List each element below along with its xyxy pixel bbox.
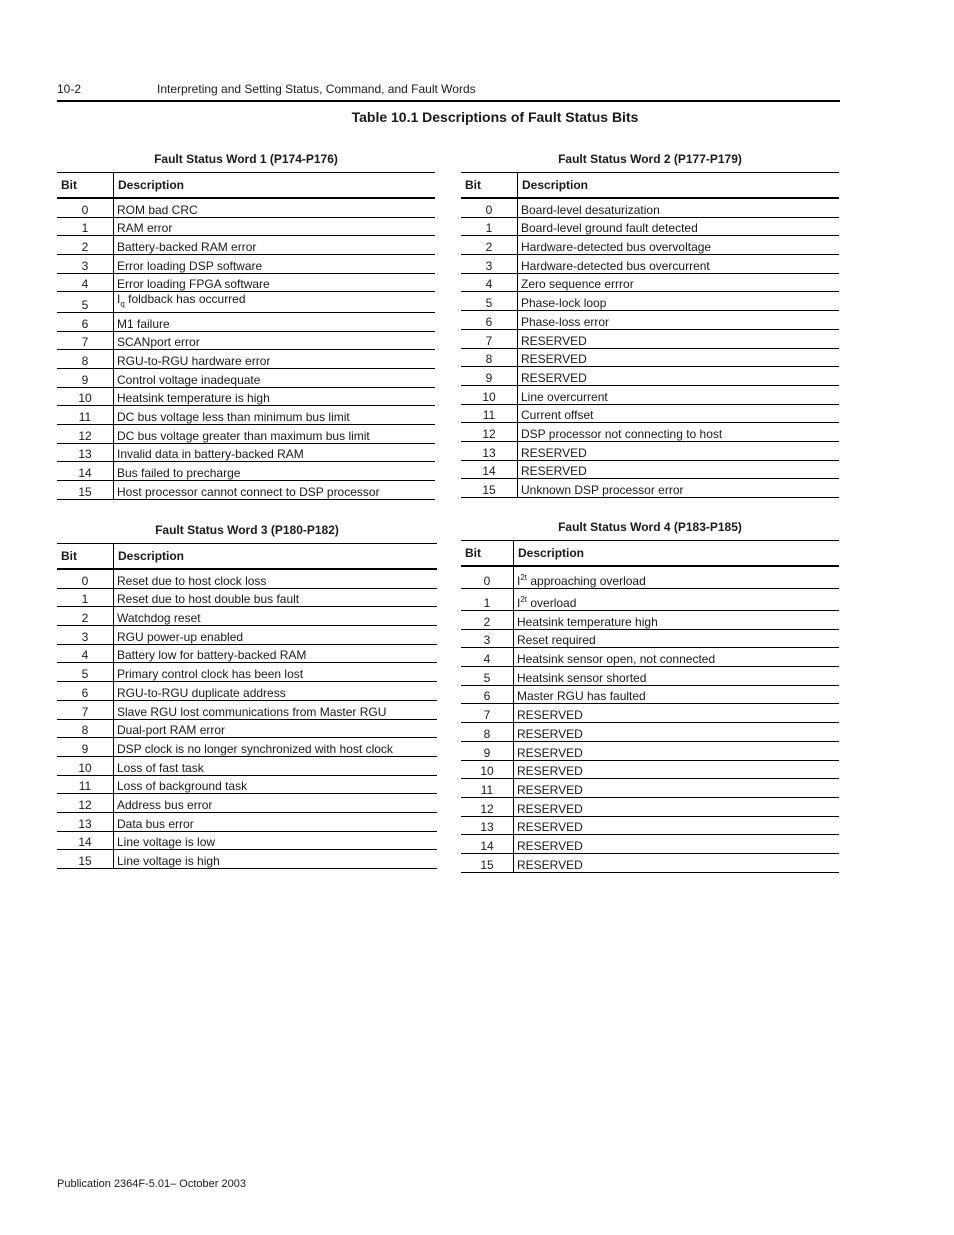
bit-number: 15 <box>461 853 514 872</box>
table-row <box>461 348 839 367</box>
bit-number: 9 <box>461 367 518 386</box>
bit-number: 2 <box>461 611 514 630</box>
table-row <box>57 812 437 831</box>
bit-description: DC bus voltage greater than maximum bus limit <box>114 424 436 443</box>
table-row <box>461 589 839 611</box>
table-row <box>57 331 435 350</box>
bit-number: 8 <box>461 723 514 742</box>
table-row <box>461 311 839 330</box>
bit-number: 9 <box>57 368 114 387</box>
table-row <box>461 385 839 404</box>
bit-description: RESERVED <box>514 704 840 723</box>
bit-description: RESERVED <box>514 760 840 779</box>
bit-number: 6 <box>461 311 518 330</box>
bit-number: 7 <box>57 331 114 350</box>
table-row <box>461 835 839 854</box>
fault-status-word-3-table <box>57 523 437 869</box>
table-row <box>461 217 839 236</box>
bit-number: 8 <box>57 350 114 369</box>
table-row <box>57 198 435 217</box>
bit-description: Loss of fast task <box>114 756 438 775</box>
bit-number: 11 <box>461 404 518 423</box>
fault-status-word-1-table <box>57 152 435 500</box>
bit-description: Heatsink temperature is high <box>114 387 436 406</box>
bit-description: Loss of background task <box>114 775 438 794</box>
bit-description: Heatsink sensor open, not connected <box>514 648 840 667</box>
bit-number: 11 <box>57 775 114 794</box>
bit-number: 2 <box>57 607 114 626</box>
bit-description: RESERVED <box>514 779 840 798</box>
bit-description: RESERVED <box>518 460 840 479</box>
bit-number: 11 <box>57 406 114 425</box>
table-row <box>57 387 435 406</box>
bit-description <box>514 589 840 611</box>
bit-number: 15 <box>461 479 518 498</box>
table-row <box>57 588 437 607</box>
bit-number: 5 <box>461 667 514 686</box>
column-header-description: Description <box>114 173 436 199</box>
bit-description: Host processor cannot connect to DSP processor <box>114 481 436 500</box>
table-row <box>57 738 437 757</box>
table-row <box>57 292 435 312</box>
bit-description: Line overcurrent <box>518 385 840 404</box>
bit-description: RAM error <box>114 217 436 236</box>
bit-description: RGU power-up enabled <box>114 626 438 645</box>
table-row <box>461 723 839 742</box>
bit-number: 4 <box>57 273 114 292</box>
bit-description: Heatsink sensor shorted <box>514 667 840 686</box>
description-superscript: 2t <box>520 595 528 604</box>
bit-number: 12 <box>57 424 114 443</box>
bit-number: 7 <box>461 329 518 348</box>
table-row <box>461 667 839 686</box>
bit-description: Error loading DSP software <box>114 255 436 274</box>
column-header-description: Description <box>514 541 840 567</box>
bit-description: RESERVED <box>518 329 840 348</box>
fault-bits-table <box>461 540 839 873</box>
table-row <box>461 198 839 217</box>
table-row <box>57 312 435 331</box>
bit-number: 4 <box>461 273 518 292</box>
bit-description: RESERVED <box>514 853 840 872</box>
table-row <box>461 329 839 348</box>
bit-description: RESERVED <box>518 367 840 386</box>
bit-description: DC bus voltage less than minimum bus limit <box>114 406 436 425</box>
table-row <box>461 441 839 460</box>
bit-description: Zero sequence errror <box>518 273 840 292</box>
bit-description: Phase-loss error <box>518 311 840 330</box>
table-row <box>57 794 437 813</box>
page-number: 10-2 <box>57 82 82 96</box>
table-row <box>461 255 839 274</box>
fault-status-word-4-table <box>461 520 839 873</box>
bit-description: Phase-lock loop <box>518 292 840 311</box>
table-row <box>57 607 437 626</box>
bit-number: 14 <box>57 462 114 481</box>
table-row <box>57 700 437 719</box>
table-caption: Fault Status Word 2 (P177-P179) <box>558 152 742 166</box>
column-header-description: Description <box>114 544 438 570</box>
fault-bits-table <box>57 543 437 869</box>
bit-description: RESERVED <box>518 441 840 460</box>
page-header <box>57 80 840 102</box>
bit-description <box>514 566 840 589</box>
table-row <box>57 682 437 701</box>
table-row <box>461 816 839 835</box>
bit-description: Reset required <box>514 629 840 648</box>
table-row <box>57 569 437 588</box>
bit-description: SCANport error <box>114 331 436 350</box>
bit-number: 1 <box>461 217 518 236</box>
bit-description: RESERVED <box>514 723 840 742</box>
bit-number: 12 <box>461 423 518 442</box>
bit-description: Hardware-detected bus overcurrent <box>518 255 840 274</box>
table-row <box>57 217 435 236</box>
bit-description: Battery low for battery-backed RAM <box>114 644 438 663</box>
bit-number: 3 <box>461 255 518 274</box>
bit-description: Hardware-detected bus overvoltage <box>518 236 840 255</box>
bit-number: 1 <box>57 217 114 236</box>
table-row <box>57 663 437 682</box>
bit-description: RESERVED <box>518 348 840 367</box>
table-row <box>57 255 435 274</box>
bit-number: 0 <box>57 198 114 217</box>
table-row <box>57 406 435 425</box>
bit-description: Battery-backed RAM error <box>114 236 436 255</box>
bit-number: 6 <box>461 685 514 704</box>
bit-number: 3 <box>461 629 514 648</box>
bit-description: Address bus error <box>114 794 438 813</box>
bit-number: 8 <box>57 719 114 738</box>
bit-description: Slave RGU lost communications from Master RGU <box>114 700 438 719</box>
table-row <box>461 704 839 723</box>
bit-description: Bus failed to precharge <box>114 462 436 481</box>
bit-description: Error loading FPGA software <box>114 273 436 292</box>
table-row <box>461 367 839 386</box>
table-row <box>57 273 435 292</box>
bit-number: 2 <box>461 236 518 255</box>
table-row <box>461 566 839 589</box>
table-row <box>461 292 839 311</box>
bit-number: 11 <box>461 779 514 798</box>
bit-number: 15 <box>57 850 114 869</box>
table-row <box>57 719 437 738</box>
bit-description: Watchdog reset <box>114 607 438 626</box>
bit-number: 6 <box>57 682 114 701</box>
bit-description: Line voltage is low <box>114 831 438 850</box>
bit-description: Reset due to host double bus fault <box>114 588 438 607</box>
table-row <box>461 629 839 648</box>
description-symbol: I <box>517 596 521 610</box>
bit-description: Board-level ground fault detected <box>518 217 840 236</box>
table-row <box>461 479 839 498</box>
description-text: foldback has occurred <box>124 292 246 307</box>
fault-bits-table <box>461 172 839 498</box>
table-row <box>461 779 839 798</box>
bit-number: 10 <box>461 385 518 404</box>
bit-number: 4 <box>461 648 514 667</box>
bit-number: 3 <box>57 626 114 645</box>
fault-status-word-2-table <box>461 152 839 498</box>
bit-number: 13 <box>461 816 514 835</box>
bit-number: 10 <box>57 756 114 775</box>
bit-number: 0 <box>57 569 114 588</box>
table-caption: Fault Status Word 4 (P183-P185) <box>558 520 742 534</box>
bit-description: RESERVED <box>514 835 840 854</box>
bit-number: 1 <box>461 589 514 611</box>
bit-description: Current offset <box>518 404 840 423</box>
bit-number: 5 <box>57 663 114 682</box>
bit-description: ROM bad CRC <box>114 198 436 217</box>
table-row <box>57 350 435 369</box>
bit-number: 1 <box>57 588 114 607</box>
bit-number: 10 <box>461 760 514 779</box>
table-row <box>57 831 437 850</box>
publication-footer: Publication 2364F-5.01– October 2003 <box>57 1178 246 1190</box>
table-row <box>57 443 435 462</box>
bit-number: 0 <box>461 566 514 589</box>
table-row <box>57 850 437 869</box>
bit-number: 7 <box>57 700 114 719</box>
table-row <box>57 756 437 775</box>
column-header-description: Description <box>518 173 840 199</box>
bit-number: 12 <box>461 797 514 816</box>
bit-description: RESERVED <box>514 797 840 816</box>
table-caption: Fault Status Word 3 (P180-P182) <box>155 523 339 537</box>
table-row <box>461 797 839 816</box>
description-superscript: 2t <box>520 573 528 582</box>
running-title: Interpreting and Setting Status, Command, and Fault Words <box>157 82 476 96</box>
bit-description: Dual-port RAM error <box>114 719 438 738</box>
table-row <box>461 853 839 872</box>
bit-number: 8 <box>461 348 518 367</box>
bit-number: 13 <box>57 443 114 462</box>
bit-number: 5 <box>461 292 518 311</box>
table-row <box>461 423 839 442</box>
bit-description: Data bus error <box>114 812 438 831</box>
bit-number: 12 <box>57 794 114 813</box>
bit-number: 15 <box>57 481 114 500</box>
bit-description: Control voltage inadequate <box>114 368 436 387</box>
table-row <box>461 741 839 760</box>
table-row <box>461 404 839 423</box>
bit-description: DSP processor not connecting to host <box>518 423 840 442</box>
table-caption: Fault Status Word 1 (P174-P176) <box>154 152 338 166</box>
bit-description: Primary control clock has been lost <box>114 663 438 682</box>
table-row <box>461 236 839 255</box>
bit-description: RGU-to-RGU duplicate address <box>114 682 438 701</box>
column-header-bit: Bit <box>57 544 114 570</box>
bit-description: Board-level desaturization <box>518 198 840 217</box>
bit-description: RESERVED <box>514 741 840 760</box>
bit-description: Reset due to host clock loss <box>114 569 438 588</box>
bit-number: 0 <box>461 198 518 217</box>
bit-number: 14 <box>461 460 518 479</box>
column-header-bit: Bit <box>461 173 518 199</box>
table-row <box>57 368 435 387</box>
bit-description: RGU-to-RGU hardware error <box>114 350 436 369</box>
bit-description: Master RGU has faulted <box>514 685 840 704</box>
table-row <box>461 648 839 667</box>
bit-description: DSP clock is no longer synchronized with host clock <box>114 738 438 757</box>
description-text: approaching overload <box>527 574 646 588</box>
bit-number: 9 <box>461 741 514 760</box>
bit-number: 2 <box>57 236 114 255</box>
bit-number: 7 <box>461 704 514 723</box>
bit-description: Heatsink temperature high <box>514 611 840 630</box>
bit-number: 5 <box>57 292 114 312</box>
description-subscript: q <box>120 299 125 309</box>
bit-number: 6 <box>57 312 114 331</box>
fault-bits-table <box>57 172 435 500</box>
table-row <box>461 685 839 704</box>
description-text: overload <box>527 596 577 610</box>
table-row <box>461 760 839 779</box>
bit-description: Unknown DSP processor error <box>518 479 840 498</box>
bit-number: 4 <box>57 644 114 663</box>
table-row <box>461 611 839 630</box>
bit-number: 10 <box>57 387 114 406</box>
table-row <box>461 273 839 292</box>
bit-description: Line voltage is high <box>114 850 438 869</box>
bit-number: 13 <box>461 441 518 460</box>
bit-description: Invalid data in battery-backed RAM <box>114 443 436 462</box>
column-header-bit: Bit <box>461 541 514 567</box>
table-row <box>461 460 839 479</box>
description-symbol: I <box>117 292 121 307</box>
column-header-bit: Bit <box>57 173 114 199</box>
table-row <box>57 481 435 500</box>
table-row <box>57 644 437 663</box>
bit-number: 13 <box>57 812 114 831</box>
bit-number: 9 <box>57 738 114 757</box>
bit-number: 14 <box>461 835 514 854</box>
bit-number: 3 <box>57 255 114 274</box>
bit-description: RESERVED <box>514 816 840 835</box>
bit-description: M1 failure <box>114 312 436 331</box>
table-row <box>57 775 437 794</box>
table-title: Table 10.1 Descriptions of Fault Status Bits <box>351 109 639 125</box>
table-row <box>57 236 435 255</box>
table-row <box>57 626 437 645</box>
table-row <box>57 424 435 443</box>
description-symbol: I <box>517 574 521 588</box>
bit-number: 14 <box>57 831 114 850</box>
table-row <box>57 462 435 481</box>
bit-description <box>114 292 436 312</box>
